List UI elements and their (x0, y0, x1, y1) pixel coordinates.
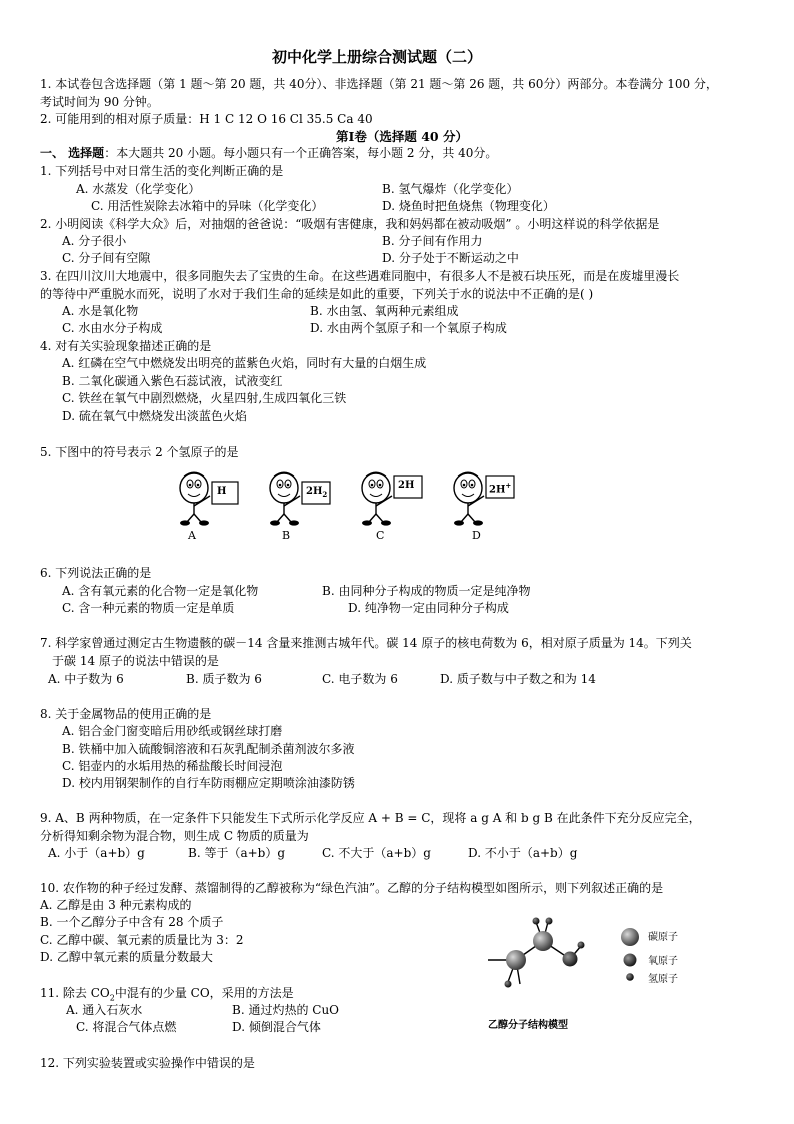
note-1-line-2: 考试时间为 90 分钟。 (40, 95, 159, 109)
q4-option-a: A. 红磷在空气中燃烧发出明亮的蓝紫色火焰，同时有大量的白烟生成 (62, 356, 427, 370)
part-one-heading (40, 146, 497, 161)
q12-stem: 12. 下列实验装置或实验操作中错误的是 (40, 1056, 255, 1070)
q10-option-d: D. 乙醇中氧元素的质量分数最大 (40, 950, 213, 964)
section-title: 第Ⅰ卷（选择题 40 分） (336, 129, 468, 144)
note-2: 2. 可能用到的相对原子质量：H 1 C 12 O 16 Cl 35.5 Ca 40 (40, 112, 373, 126)
q5-label-d: D (472, 529, 481, 542)
q7-stem-line-1: 7. 科学家曾通过测定古生物遗骸的碳－14 含量来推测古城年代。碳 14 原子的核电荷数为 6，相对原子质量为 14。下列关 (40, 636, 692, 650)
legend-hydrogen-swatch (626, 973, 634, 981)
ethanol-model-caption: 乙醇分子结构模型 (488, 1020, 568, 1031)
q5-box-d-text: 2H+ (489, 481, 512, 496)
q9-option-d: D. 不小于（a+b）g (468, 846, 578, 860)
carbon-atom (506, 950, 526, 970)
q3-option-c: C. 水由水分子构成 (62, 321, 163, 335)
q3-stem-line-1: 3. 在四川汶川大地震中，很多同胞失去了宝贵的生命。在这些遇难同胞中，有很多人不是被石块压死，而是在废墟里漫长 (40, 269, 680, 283)
q3-option-b: B. 水由氢、氧两种元素组成 (310, 304, 459, 318)
q11-stem-subscript: 2 (109, 993, 115, 1003)
q3-stem-line-2: 的等待中严重脱水而死，说明了水对于我们生命的延续是如此的重要，下列关于水的说法中不正确的是( ) (40, 287, 594, 301)
hydrogen-atom (505, 981, 512, 988)
q4-option-c: C. 铁丝在氧气中剧烈燃烧，火星四射,生成四氧化三铁 (62, 391, 347, 405)
q5-figure-a (180, 472, 238, 526)
q8-option-c: C. 铝壶内的水垢用热的稀盐酸长时间浸泡 (62, 759, 283, 773)
q9-stem-line-1: 9. A、B 两种物质，在一定条件下只能发生下式所示化学反应 A + B = C，现将 a g A 和 b g B 在此条件下充分反应完全， (40, 811, 701, 825)
legend-carbon-label: 碳原子 (648, 932, 678, 943)
q5-box-a-text: H (217, 486, 227, 497)
q4-option-b: B. 二氧化碳通入紫色石蕊试液，试液变红 (62, 374, 283, 388)
q9-option-a: A. 小于（a+b）g (48, 846, 145, 860)
q6-option-c: C. 含一种元素的物质一定是单质 (62, 601, 235, 615)
q5-box-b-text: $2H_2$ (306, 486, 328, 499)
q8-option-b: B. 铁桶中加入硫酸铜溶液和石灰乳配制杀菌剂波尔多液 (62, 742, 355, 756)
q2-option-d: D. 分子处于不断运动之中 (382, 251, 519, 265)
q5-label-b: B (282, 529, 291, 542)
q4-stem: 4. 对有关实验现象描述正确的是 (40, 339, 212, 353)
q1-option-d: D. 烧鱼时把鱼烧焦（物理变化） (382, 199, 555, 213)
q7-option-b: B. 质子数为 6 (186, 672, 262, 686)
q5-box-c-text: 2H (398, 480, 415, 491)
q7-option-d: D. 质子数与中子数之和为 14 (440, 672, 596, 686)
q6-stem: 6. 下列说法正确的是 (40, 566, 152, 580)
note-1-line-1: 1. 本试卷包含选择题（第 1 题～第 20 题，共 40分）、非选择题（第 21 题～第 26 题，共 60分）两部分。本卷满分 100 分， (40, 77, 718, 91)
q5-label-a: A (188, 529, 196, 542)
q3-option-a: A. 水是氧化物 (62, 304, 139, 318)
hydrogen-atom (533, 918, 540, 925)
q11-option-a: A. 通入石灰水 (66, 1003, 143, 1017)
q8-option-a: A. 铝合金门窗变暗后用砂纸或钢丝球打磨 (62, 724, 283, 738)
q11-option-d: D. 倾倒混合气体 (232, 1020, 321, 1034)
q2-option-c: C. 分子间有空隙 (62, 251, 151, 265)
q9-stem-line-2: 分析得知剩余物为混合物，则生成 C 物质的质量为 (40, 829, 309, 843)
q7-stem-line-2: 于碳 14 原子的说法中错误的是 (52, 654, 219, 668)
page-title: 初中化学上册综合测试题（二） (272, 48, 483, 66)
q9-option-c: C. 不大于（a+b）g (322, 846, 431, 860)
q3-option-d: D. 水由两个氢原子和一个氧原子构成 (310, 321, 507, 335)
q2-stem: 2. 小明阅读《科学大众》后，对抽烟的爸爸说：“吸烟有害健康，我和妈妈都在被动吸烟” 。小明这样说的科学依据是 (40, 217, 660, 231)
q7-option-a: A. 中子数为 6 (48, 672, 124, 686)
q10-option-a: A. 乙醇是由 3 种元素构成的 (40, 898, 192, 912)
q5-symbol-figures (160, 462, 520, 542)
q2-option-a: A. 分子很小 (62, 234, 127, 248)
q7-option-c: C. 电子数为 6 (322, 672, 398, 686)
q1-option-b: B. 氢气爆炸（化学变化） (382, 182, 519, 196)
legend-carbon-swatch (621, 928, 639, 946)
q5-stem: 5. 下图中的符号表示 2 个氢原子的是 (40, 445, 239, 459)
q5-label-c: C (376, 529, 385, 542)
q10-option-c: C. 乙醇中碳、氧元素的质量比为 3：2 (40, 933, 244, 947)
q6-option-d: D. 纯净物一定由同种分子构成 (348, 601, 509, 615)
q10-option-b: B. 一个乙醇分子中含有 28 个质子 (40, 915, 224, 929)
q8-option-d: D. 校内用钢架制作的自行车防雨棚应定期喷涂油漆防锈 (62, 776, 355, 790)
part-one-description: ：本大题共 20 小题。每小题只有一个正确答案，每小题 2 分，共 40分。 (104, 146, 498, 160)
q9-option-b: B. 等于（a+b）g (188, 846, 286, 860)
q11-option-b: B. 通过灼热的 CuO (232, 1003, 340, 1017)
oxygen-atom (563, 952, 578, 967)
q11-stem-prefix: 11. 除去 CO (40, 986, 110, 1000)
q10-stem: 10. 农作物的种子经过发酵、蒸馏制得的乙醇被称为“绿色汽油”。乙醇的分子结构模型如图所示，则下列叙述正确的是 (40, 881, 664, 895)
legend-oxygen-swatch (624, 954, 637, 967)
hydrogen-atom (578, 942, 585, 949)
q1-stem: 1. 下列括号中对日常生活的变化判断正确的是 (40, 164, 284, 178)
ethanol-model-figure (480, 910, 740, 1020)
legend-hydrogen-label: 氢原子 (648, 974, 678, 985)
q11-stem-suffix: 中混有的少量 CO，采用的方法是 (114, 986, 294, 1000)
q11-option-c: C. 将混合气体点燃 (76, 1020, 177, 1034)
legend-oxygen-label: 氧原子 (648, 956, 678, 967)
q2-option-b: B. 分子间有作用力 (382, 234, 483, 248)
hydrogen-atom (546, 918, 553, 925)
q8-stem: 8. 关于金属物品的使用正确的是 (40, 707, 212, 721)
part-one-label: 一、 选择题 (40, 146, 105, 160)
q6-option-b: B. 由同种分子构成的物质一定是纯净物 (322, 584, 531, 598)
q6-option-a: A. 含有氧元素的化合物一定是氧化物 (62, 584, 259, 598)
q4-option-d: D. 硫在氧气中燃烧发出淡蓝色火焰 (62, 409, 247, 423)
q1-option-c: C. 用活性炭除去冰箱中的异味（化学变化） (91, 199, 324, 213)
q1-option-a: A. 水蒸发（化学变化） (76, 182, 201, 196)
carbon-atom (533, 931, 553, 951)
